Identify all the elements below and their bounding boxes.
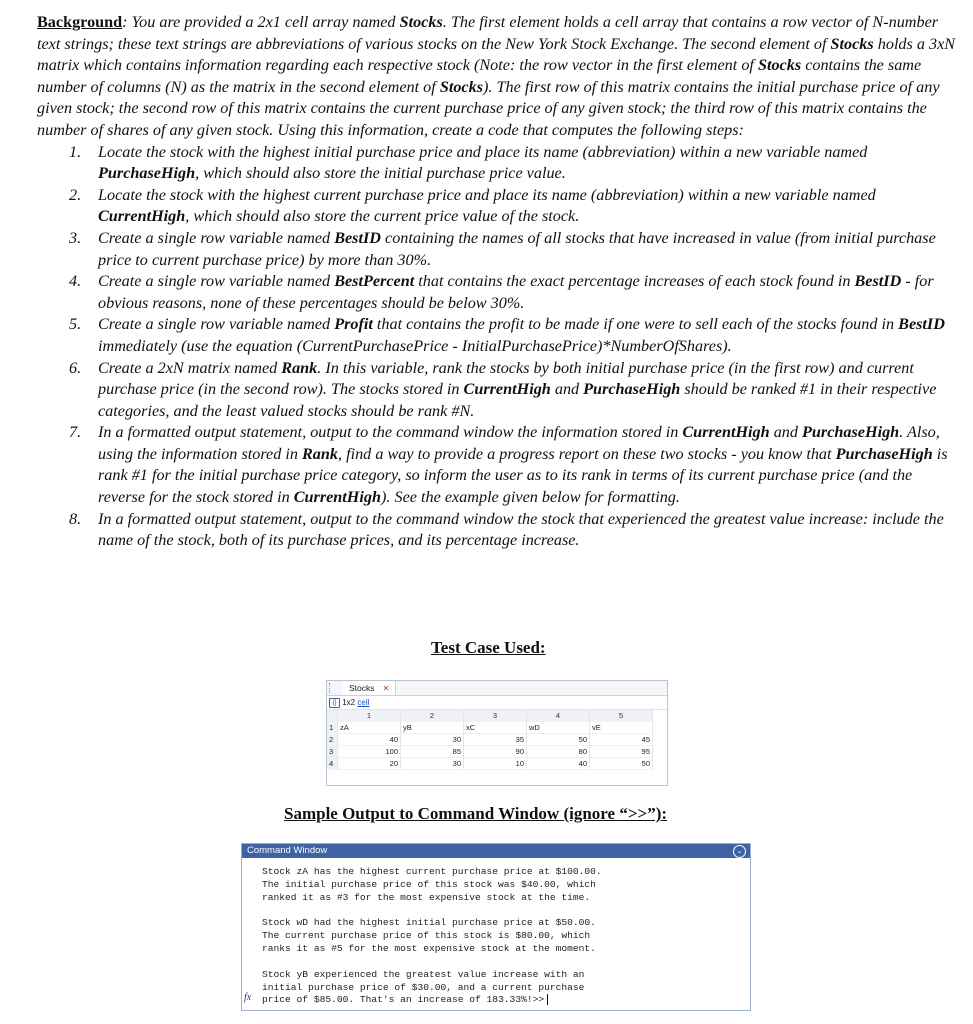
variable-viewer bbox=[326, 680, 668, 786]
background-text-segment: ). The first row of this matrix contains the initial purchase price of any given stock; the second row of this matrix contains the current purchase price of any given stock; the third row of this matrix contains the number of shares of any given stock. Using this information, create a code that computes the following steps: bbox=[37, 77, 940, 139]
step-text: Create a single row variable named bbox=[98, 315, 335, 334]
column-header[interactable]: 3 bbox=[464, 710, 527, 722]
step-text: . In this variable, rank the stocks by both initial purchase price (in the first row) and current purchase price (in the second row). The stocks stored in bbox=[98, 358, 914, 399]
table-cell[interactable]: 85 bbox=[401, 746, 464, 758]
step-item bbox=[37, 271, 957, 314]
step-text: , which should also store the current price value of the stock. bbox=[185, 207, 580, 226]
variable-table bbox=[327, 710, 653, 770]
cell-array-icon: {} bbox=[329, 698, 340, 708]
background-text-segment-bold: Stocks bbox=[830, 34, 874, 53]
step-number: 6. bbox=[69, 358, 82, 377]
table-cell[interactable]: 95 bbox=[590, 746, 653, 758]
table-cell[interactable]: 90 bbox=[464, 746, 527, 758]
background-text-segment-bold: Stocks bbox=[399, 13, 443, 31]
row-header[interactable]: 1 bbox=[327, 722, 338, 734]
step-item bbox=[37, 228, 957, 271]
column-header[interactable]: 5 bbox=[590, 710, 653, 722]
table-cell[interactable]: 30 bbox=[401, 758, 464, 770]
column-header[interactable]: 1 bbox=[338, 710, 401, 722]
row-header[interactable]: 2 bbox=[327, 734, 338, 746]
table-cell[interactable]: 100 bbox=[338, 746, 401, 758]
step-text-bold: BestID bbox=[334, 228, 381, 247]
step-text: , find a way to provide a progress report on these two stocks - you know that bbox=[338, 444, 836, 463]
step-number: 2. bbox=[69, 185, 82, 204]
step-number: 8. bbox=[69, 509, 82, 528]
step-text-bold: PurchaseHigh bbox=[835, 444, 933, 463]
steps-list bbox=[37, 142, 957, 552]
step-text-bold: CurrentHigh bbox=[293, 488, 381, 507]
step-text-bold: PurchaseHigh bbox=[802, 423, 900, 442]
step-text-bold: BestID bbox=[854, 272, 902, 291]
step-text: In a formatted output statement, output to the command window the information stored in bbox=[98, 423, 683, 442]
background-text-segment-bold: Stocks bbox=[439, 77, 484, 96]
step-text: ). See the example given below for formatting. bbox=[381, 488, 680, 507]
step-number: 4. bbox=[69, 272, 82, 291]
step-number: 5. bbox=[69, 315, 82, 334]
table-row bbox=[327, 734, 653, 746]
column-header[interactable]: 4 bbox=[527, 710, 590, 722]
step-text-bold: BestID bbox=[898, 315, 945, 334]
step-text: that contains the profit to be made if one were to sell each of the stocks found in bbox=[372, 315, 899, 334]
step-text-bold: PurchaseHigh bbox=[583, 380, 681, 399]
table-cell[interactable]: wD bbox=[527, 722, 590, 734]
corner-header bbox=[327, 710, 338, 722]
variable-size: 1x2 bbox=[342, 698, 356, 707]
step-text: is rank #1 for the initial purchase price category, so inform the user as to its rank in terms of its current purchase price (and the reverse for the stock stored in bbox=[98, 444, 948, 507]
command-window-output[interactable] bbox=[262, 866, 746, 1020]
step-text: Create a single row variable named bbox=[98, 272, 335, 291]
table-cell[interactable]: xC bbox=[464, 722, 527, 734]
step-text: should be ranked #1 in their respective categories, and the least valued stocks should be rank #N. bbox=[98, 380, 937, 420]
step-text: that contains the exact percentage increases of each stock found in bbox=[414, 272, 855, 291]
background-text-segment: holds a 3xN matrix which contains information regarding each respective stock (Note: the row vector in the first element of bbox=[37, 34, 956, 75]
step-text-bold: BestPercent bbox=[334, 272, 415, 291]
step-item bbox=[37, 422, 957, 508]
command-window[interactable] bbox=[241, 843, 751, 1011]
command-window-title: Command Window bbox=[247, 845, 328, 856]
step-item bbox=[37, 314, 957, 357]
table-cell[interactable]: 40 bbox=[527, 758, 590, 770]
tab-stocks[interactable] bbox=[343, 681, 396, 695]
step-text: In a formatted output statement, output to the command window the stock that experienced the greatest value increase: include the name of the stock, both of its purchase prices, and its percentage increase. bbox=[98, 509, 944, 550]
variable-info-bar bbox=[327, 696, 667, 710]
text-cursor bbox=[547, 994, 548, 1005]
table-cell[interactable]: 30 bbox=[401, 734, 464, 746]
step-number: 3. bbox=[69, 228, 82, 247]
table-cell[interactable]: 40 bbox=[338, 734, 401, 746]
fx-icon[interactable]: fx bbox=[244, 992, 252, 1003]
background-text-segment: . The first element holds a cell array that contains a row vector of N-number text strings; these text strings are abbreviations of various stocks on the New York Stock Exchange. The second element of bbox=[37, 13, 939, 53]
table-row bbox=[327, 746, 653, 758]
step-text: and bbox=[550, 380, 584, 399]
output-paragraph: Stock zA has the highest current purchase price at $100.00. The initial purchase price of this stock was $40.00, which ranked it as #3 for the most expensive stock at the time. bbox=[262, 866, 602, 903]
table-cell[interactable]: 45 bbox=[590, 734, 653, 746]
table-cell[interactable]: vE bbox=[590, 722, 653, 734]
table-cell[interactable]: 80 bbox=[527, 746, 590, 758]
step-text-bold: Rank bbox=[281, 358, 318, 377]
step-item bbox=[37, 185, 957, 228]
column-header[interactable]: 2 bbox=[401, 710, 464, 722]
step-text: Create a single row variable named bbox=[98, 228, 335, 247]
step-text: . Also, using the information stored in bbox=[98, 423, 940, 463]
row-header[interactable]: 3 bbox=[327, 746, 338, 758]
step-item bbox=[37, 142, 957, 185]
step-text: containing the names of all stocks that have increased in value (from initial purchase price to current purchase price) by more than 30%. bbox=[98, 228, 936, 269]
command-window-titlebar bbox=[242, 844, 750, 858]
sample-output-heading: Sample Output to Command Window (ignore “>>”): bbox=[284, 804, 668, 823]
row-header[interactable]: 4 bbox=[327, 758, 338, 770]
step-text: and bbox=[769, 423, 803, 442]
step-text: immediately (use the equation (CurrentPurchasePrice - InitialPurchasePrice)*NumberOfShares). bbox=[98, 336, 732, 355]
background-label: Background bbox=[37, 13, 123, 31]
table-cell[interactable]: 50 bbox=[590, 758, 653, 770]
table-cell[interactable]: 10 bbox=[464, 758, 527, 770]
step-item bbox=[37, 358, 957, 423]
step-text-bold: CurrentHigh bbox=[98, 207, 186, 226]
chevron-down-icon[interactable]: ⌄ bbox=[733, 845, 746, 858]
table-cell[interactable]: 35 bbox=[464, 734, 527, 746]
table-row bbox=[327, 758, 653, 770]
background-text-segment-bold: Stocks bbox=[757, 56, 802, 75]
step-text: Create a 2xN matrix named bbox=[98, 358, 282, 377]
step-text: Locate the stock with the highest initial purchase price and place its name (abbreviation) within a new variable named bbox=[98, 142, 868, 161]
table-cell[interactable]: 20 bbox=[338, 758, 401, 770]
background-text bbox=[37, 13, 955, 139]
background-text-segment: : You are provided a 2x1 cell array named bbox=[122, 13, 400, 31]
table-cell[interactable]: 50 bbox=[527, 734, 590, 746]
step-item bbox=[37, 509, 957, 552]
step-text: Locate the stock with the highest current purchase price and place its name (abbreviation) within a new variable named bbox=[98, 185, 876, 204]
table-cell[interactable]: yB bbox=[401, 722, 464, 734]
variable-tab-bar bbox=[327, 681, 667, 696]
step-text-bold: PurchaseHigh bbox=[98, 164, 196, 183]
step-text-bold: CurrentHigh bbox=[463, 380, 551, 399]
step-number: 7. bbox=[69, 423, 82, 442]
table-row bbox=[327, 722, 653, 734]
assignment-document bbox=[37, 12, 957, 552]
output-paragraph: Stock wD had the highest initial purchase price at $50.00. The current purchase price of this stock is $80.00, which ranks it as #5 for the most expensive stock at the moment. bbox=[262, 917, 596, 954]
tab-grip-icon[interactable] bbox=[329, 683, 336, 693]
close-icon[interactable]: ✕ bbox=[382, 684, 390, 693]
variable-class-link[interactable]: cell bbox=[357, 698, 370, 707]
table-cell[interactable]: zA bbox=[338, 722, 401, 734]
step-number: 1. bbox=[69, 142, 82, 161]
output-paragraph: Stock yB experienced the greatest value increase with an initial purchase price of $30.00, and a current purchase price of $85.00. That's an increase of 183.33%!>> bbox=[262, 968, 585, 1006]
background-paragraph bbox=[37, 12, 957, 142]
step-text: - for obvious reasons, none of these percentages should be below 30%. bbox=[98, 272, 934, 312]
step-text-bold: CurrentHigh bbox=[682, 423, 770, 442]
step-text: , which should also store the initial purchase price value. bbox=[195, 164, 566, 183]
step-text-bold: Profit bbox=[334, 315, 373, 334]
test-case-heading: Test Case Used: bbox=[431, 638, 546, 657]
tab-stocks-label: Stocks bbox=[349, 683, 375, 693]
step-text-bold: Rank bbox=[302, 444, 338, 463]
background-text-segment: contains the same number of columns (N) as the matrix in the second element of bbox=[37, 56, 922, 96]
